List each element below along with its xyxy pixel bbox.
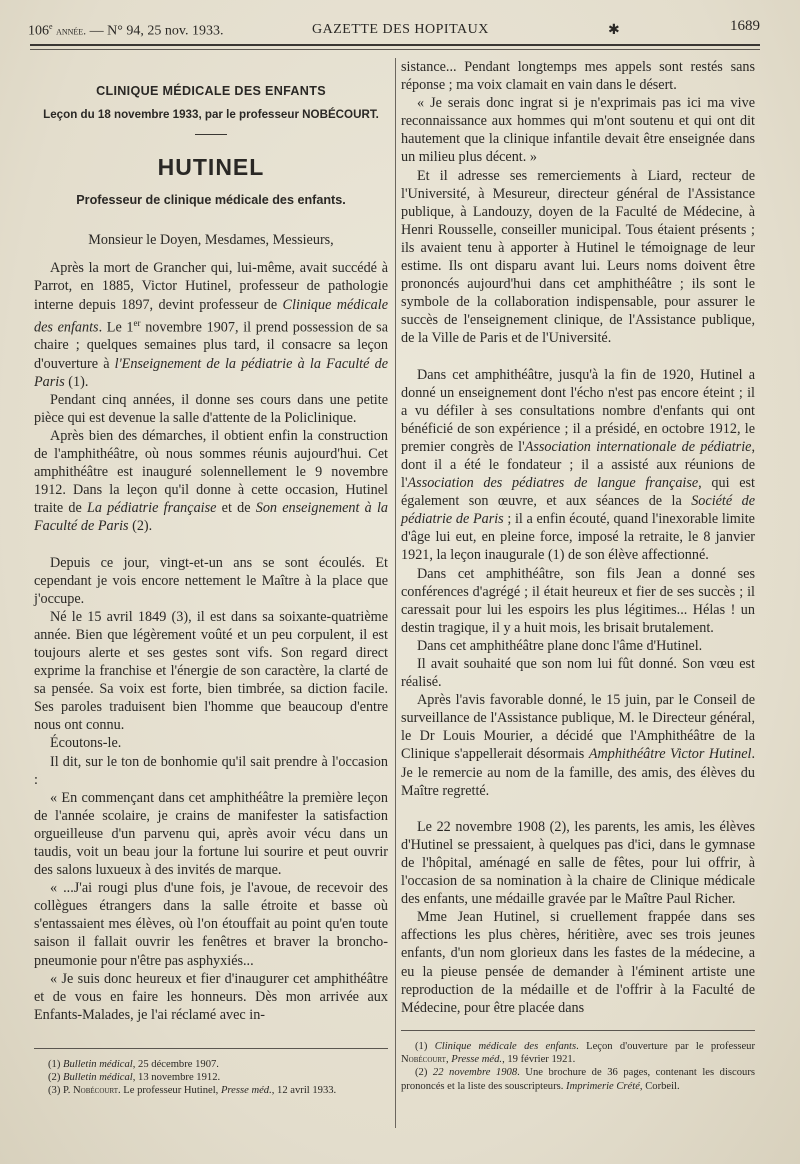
header-rule <box>30 44 760 46</box>
header-rule-thin <box>30 49 760 50</box>
article-title: HUTINEL <box>157 154 265 181</box>
footnote: (2) 22 novembre 1908. Une brochure de 36 pages, contenant les discours prononcés et la liste des souscripteurs. Imprimerie Crété, Corbeil. <box>401 1067 755 1092</box>
footnote: (1) Bulletin médical, 25 décembre 1907. <box>48 1059 219 1070</box>
paragraph: Il dit, sur le ton de bonhomie qu'il sait prendre à l'occasion : <box>34 753 388 788</box>
quote-paragraph: « ...J'ai rougi plus d'une fois, je l'avoue, de recevoir des collègues étrangers dans la salle étroite et basse où s'entassaient mes élèves, où l'on étouffait au point qu'en toute saison il fallait ouvrir les fenêtres et braver la broncho-pneumonie pour n'être pas asphyxiés... <box>34 880 388 969</box>
running-header <box>28 18 760 40</box>
page-number: 1689 <box>730 18 760 34</box>
footnotes-right <box>401 1040 755 1093</box>
issue-info: 106e année. — N° 94, 25 nov. 1933. <box>28 22 224 39</box>
paragraph: Écoutons-le. <box>50 735 122 752</box>
paragraph: Né le 15 avril 1849 (3), il est dans sa soixante-quatrième année. Bien que légèrement voûté et un peu corpulent, il est toujours alerte et ses gestes sont vifs. Son regard direct exprime la franchise et l'énergie de son caractère, la clarté de sa pensée. Sa voix est forte, bien timbrée, sa diction facile. Ses paroles traduisent bien l'homme que beaucoup d'entre nous ont connu. <box>34 608 388 734</box>
paragraph: Dans cet amphithéâtre, jusqu'à la fin de 1920, Hutinel a donné un enseignement dont l'écho n'est pas encore éteint ; il a vu défiler à ses consultations nombre d'enfants qui ont bénéficié de son expérience ; il a présidé, en octobre 1912, le premier congrès de l'Association internationale de pédiatrie, dont il a été le fondateur ; il a assisté aux réunions de l'Association des pédiatres de langue française, qui est également son œuvre, et aux séances de la Société de pédiatrie de Paris ; il a enfin écouté, quand l'inexorable limite d'âge lui eut, en pleine force, imposé la retraite, le 8 janvier 1921, la leçon inaugurale (1) de son élève affectionné. <box>401 366 755 564</box>
paragraph: Après bien des démarches, il obtient enfin la construction de l'amphithéâtre, où nous sommes réunis aujourd'hui. Cet amphithéâtre est inauguré solennellement le 9 novembre 1912. Dans la leçon qu'il donne à cette occasion, Hutinel traite de La pédiatrie française et de Son enseignement à la Faculté de Paris (2). <box>34 427 388 535</box>
right-column <box>401 58 755 1017</box>
paragraph: Après l'avis favorable donné, le 15 juin, par le Conseil de surveillance de l'Assistance publique, M. le Directeur général, le Dr Louis Mourier, a décidé que l'Amphithéâtre de la Clinique s'appellerait désormais Amphithéâtre Victor Hutinel. Je le remercie au nom de la famille, des amis, des élèves du Maître regretté. <box>401 692 755 799</box>
ornament-icon: ✱ <box>608 23 620 38</box>
paragraph: Depuis ce jour, vingt-et-un ans se sont écoulés. Et cependant je vois encore nettement le Maître à la place que j'occupe. <box>34 554 388 607</box>
quote-paragraph: « Je suis donc heureux et fier d'inaugurer cet amphithéâtre et de vous en faire les honneurs. Dès mon arrivée aux Enfants-Malades, je l'ai réclamé avec in- <box>34 970 388 1023</box>
journal-name: GAZETTE DES HOPITAUX <box>312 22 489 37</box>
footnote: (1) Clinique médicale des enfants. Leçon d'ouverture par le professeur Nobécourt, Presse méd., 19 février 1921. <box>401 1041 755 1066</box>
footnote: (2) Bulletin médical, 13 novembre 1912. <box>48 1072 221 1084</box>
greeting: Monsieur le Doyen, Mesdames, Messieurs, <box>88 232 334 249</box>
paragraph: Dans cet amphithéâtre plane donc l'âme d'Hutinel. <box>417 637 703 654</box>
paragraph: Mme Jean Hutinel, si cruellement frappée dans ses affections les plus chères, héritière, avec ses trois jeunes enfants, d'un nom glorieux dans les fastes de la médecine, a eu la pieuse pensée de demander à l'éminent artiste une reproduction de la médaille et de l'offrir à la Faculté de Médecine, pour être placée dans <box>401 909 755 1016</box>
paragraph: Le 22 novembre 1908 (2), les parents, les amis, les élèves d'Hutinel se pressaient, à quelques pas d'ici, dans le gymnase de l'hôpital, aménagé en salle de fêtes, pour lui offrir, à l'occasion de sa nomination à la chaire de Clinique médicale des enfants, une médaille gravée par le Maître Paul Richer. <box>401 818 755 908</box>
footnotes-left <box>34 1058 388 1098</box>
quote-paragraph: « Je serais donc ingrat si je n'exprimais pas ici ma vive reconnaissance aux hommes qui m'ont soutenu et qui ont dit hautement que la clinique infantile devait être enseignée dans un milieu plus décent. » <box>401 95 755 166</box>
left-column <box>34 58 388 1024</box>
paragraph: Il avait souhaité que son nom lui fût donné. Son vœu est réalisé. <box>401 656 755 691</box>
paragraph: Dans cet amphithéâtre, son fils Jean a donné ses conférences d'agrégé ; il était heureux et fier de ses succès ; il caressait pour lui les espoirs les plus légitimes... Hélas ! un destin tragique, il y a huit mois, les brisait brutalement. <box>401 565 755 636</box>
quote-paragraph: « En commençant dans cet amphithéâtre la première leçon de l'année scolaire, je crains de manifester la satisfaction orgueilleuse d'un parvenu qui, après avoir vécu dans un taudis, voit un beau jour la fortune lui sourire et peut ouvrir des salons luxueux à des invités de marque. <box>34 789 388 879</box>
column-divider <box>395 58 396 1128</box>
footnote: (3) P. Nobécourt. Le professeur Hutinel, Presse méd., 12 avril 1933. <box>48 1085 337 1097</box>
title-rule <box>195 134 227 135</box>
paragraph: sistance... Pendant longtemps mes appels sont restés sans réponse ; ma voix clamait en vain dans le désert. <box>401 59 755 94</box>
paragraph: Pendant cinq années, il donne ses cours dans une petite pièce qui est devenue la salle d'attente de la Policlinique. <box>34 391 388 426</box>
section-heading: CLINIQUE MÉDICALE DES ENFANTS <box>96 84 326 98</box>
article-subtitle: Professeur de clinique médicale des enfants. <box>76 193 346 208</box>
paragraph: Et il adresse ses remerciements à Liard, recteur de l'Université, à Mesureur, directeur général de l'Assistance publique, à Landouzy, doyen de la Faculté de Médecine, à Henri Rousselle, conseiller municipal. Tous étaient présents ; ils avaient tenu à apporter à Hutinel le témoignage de leur estime. Ils ont disparu avant lui. Leurs noms doivent être prononcés aujourd'hui dans cet amphithéâtre ; ils sont le symbole de la collaboration indispensable, pour assurer le succès de l'enseignement clinique, de l'Assistance publique, de la Ville de Paris et de l'Université. <box>401 167 755 347</box>
paragraph: Après la mort de Grancher qui, lui-même, avait succédé à Parrot, en 1885, Victor Hutinel, professeur de pathologie interne depuis 1897, devint professeur de Clinique médicale des enfants. Le 1er novembre 1907, il prend possession de sa chaire ; quelques semaines plus tard, il consacre sa leçon d'ouverture à l'Enseignement de la pédiatrie à la Faculté de Paris (1). <box>34 260 388 390</box>
lecon-line: Leçon du 18 novembre 1933, par le professeur NOBÉCOURT. <box>43 108 379 122</box>
footnote-rule <box>34 1048 388 1049</box>
footnote-rule <box>401 1030 755 1031</box>
